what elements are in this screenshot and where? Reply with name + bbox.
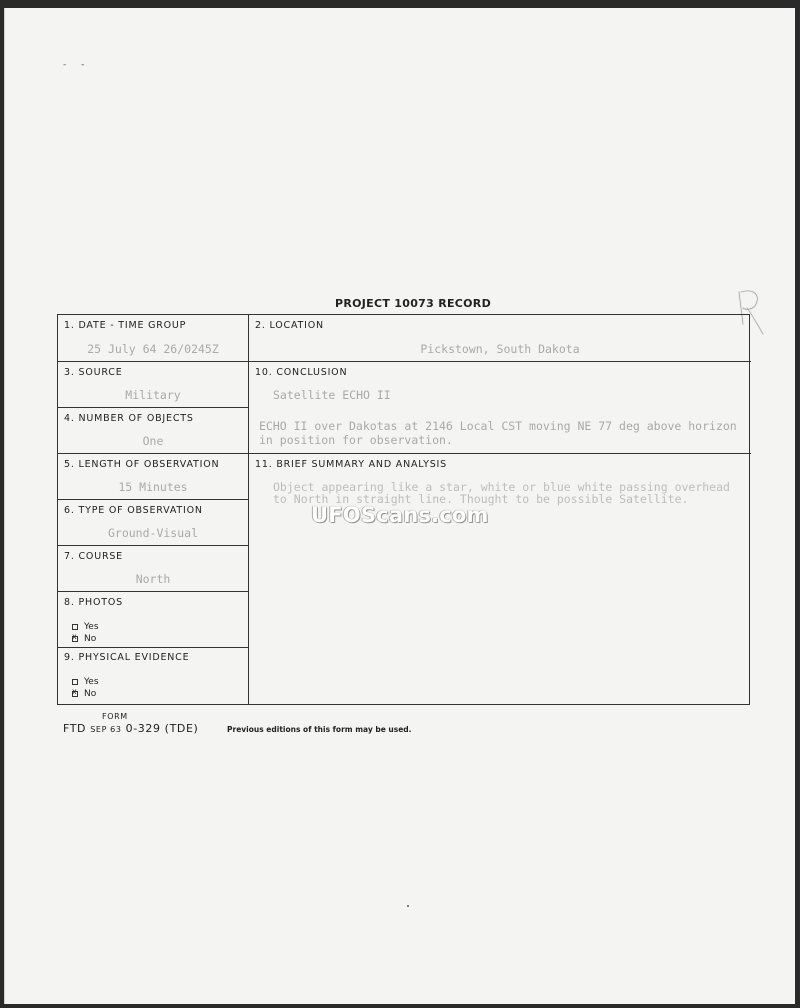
type-of-observation-value: Ground-Visual <box>107 526 199 540</box>
physical-evidence-yes-option[interactable] <box>72 677 99 687</box>
row-divider <box>58 361 751 362</box>
column-divider <box>248 315 249 704</box>
speck <box>407 905 409 907</box>
location-label: 2. LOCATION <box>255 320 324 331</box>
number-of-objects-label: 4. NUMBER OF OBJECTS <box>64 413 194 424</box>
form-identifier <box>63 722 198 735</box>
physical-evidence-yes-checkbox[interactable] <box>72 679 78 685</box>
row-divider <box>58 499 248 500</box>
form-id-number: 0-329 (TDE) <box>125 722 199 735</box>
document-page <box>4 8 795 1004</box>
photos-yes-label: Yes <box>84 622 99 632</box>
type-of-observation-label: 6. TYPE OF OBSERVATION <box>64 505 203 516</box>
photos-no-option[interactable] <box>72 634 96 644</box>
course-label: 7. COURSE <box>64 551 123 562</box>
conclusion-label: 10. CONCLUSION <box>255 367 348 378</box>
photos-no-checkbox[interactable] <box>72 636 78 642</box>
conclusion-value: Satellite ECHO II <box>273 388 391 402</box>
physical-evidence-yes-label: Yes <box>84 677 99 687</box>
form-title: PROJECT 10073 RECORD <box>335 297 492 310</box>
date-time-group-value: 25 July 64 26/0245Z <box>87 342 219 356</box>
top-margin-mark: - - <box>63 60 91 70</box>
photos-yes-option[interactable] <box>72 622 99 632</box>
conclusion-detail: ECHO II over Dakotas at 2146 Local CST moving NE 77 deg above horizon in position for observation. <box>259 419 737 447</box>
photos-label: 8. PHOTOS <box>64 597 123 608</box>
form-label: FORM <box>102 712 128 721</box>
physical-evidence-no-option[interactable] <box>72 689 96 699</box>
physical-evidence-no-checkbox[interactable] <box>72 691 78 697</box>
location-value: Pickstown, South Dakota <box>420 342 580 356</box>
number-of-objects-value: One <box>142 434 164 448</box>
summary-label: 11. BRIEF SUMMARY AND ANALYSIS <box>255 459 447 470</box>
physical-evidence-no-label: No <box>84 689 97 699</box>
source-value: Military <box>125 388 181 402</box>
source-label: 3. SOURCE <box>64 367 123 378</box>
watermark: UFOScans.com <box>311 503 489 527</box>
row-divider <box>58 407 248 408</box>
row-divider <box>58 647 248 648</box>
row-divider <box>58 453 751 454</box>
previous-editions-note: Previous editions of this form may be used. <box>227 725 412 734</box>
row-divider <box>58 591 248 592</box>
length-of-observation-value: 15 Minutes <box>118 480 188 494</box>
physical-evidence-label: 9. PHYSICAL EVIDENCE <box>64 652 190 663</box>
form-id-date: SEP 63 <box>90 725 122 734</box>
form-id-prefix: FTD <box>63 722 87 735</box>
photos-yes-checkbox[interactable] <box>72 624 78 630</box>
photos-no-label: No <box>84 634 97 644</box>
date-time-group-label: 1. DATE - TIME GROUP <box>64 320 187 331</box>
course-value: North <box>135 572 171 586</box>
summary-text: Object appearing like a star, white or blue white passing overhead to North in straight line. Thought to be possible Satellite. <box>273 480 730 506</box>
length-of-observation-label: 5. LENGTH OF OBSERVATION <box>64 459 220 470</box>
row-divider <box>58 545 248 546</box>
